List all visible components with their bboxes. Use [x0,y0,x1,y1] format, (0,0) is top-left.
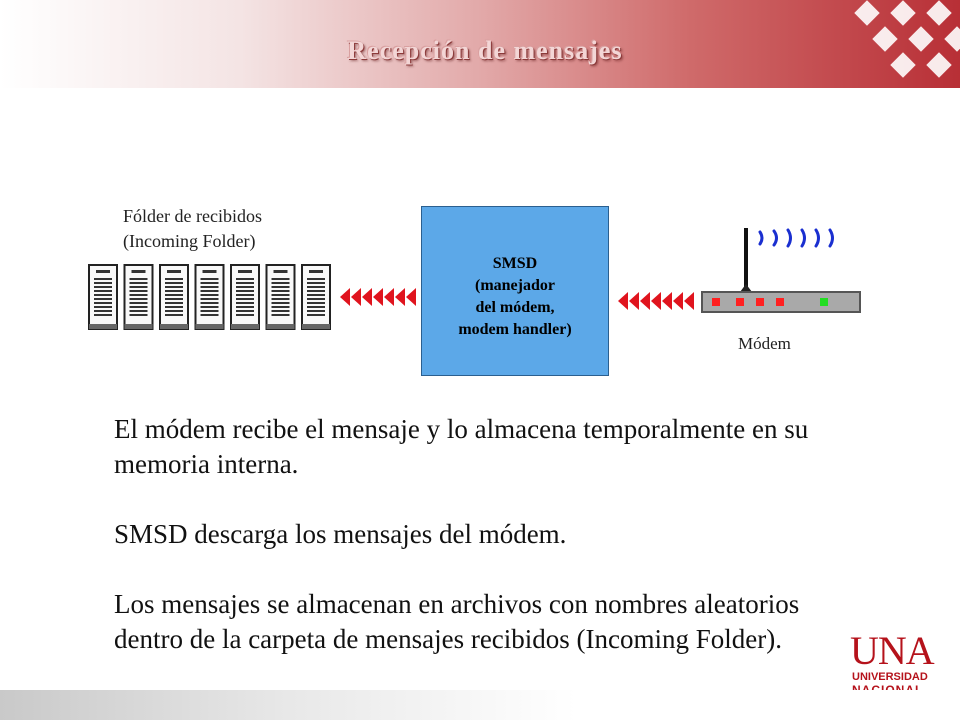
svg-text:UNA: UNA [850,628,934,673]
server-icon [196,265,224,329]
server-icon [125,265,153,329]
paragraph-modem-receives: El módem recibe el mensaje y lo almacena temporalmente en su memoria interna. [114,414,809,479]
incoming-folder-label: Fólder de recibidos (Incoming Folder) [123,206,262,251]
modem-led [712,298,720,306]
modem-led [736,298,744,306]
paragraph-smsd-downloads: SMSD descarga los mensajes del módem. [114,519,567,549]
server-icon [160,265,188,329]
modem-led [756,298,764,306]
modem-led [776,298,784,306]
svg-text:UNIVERSIDAD: UNIVERSIDAD [852,671,928,683]
server-icon [302,265,330,329]
smsd-box [421,206,609,376]
footer-bar [0,690,960,720]
server-icon [267,265,295,329]
modem-label: Módem [738,334,791,353]
body-text [114,412,874,692]
modem-icon [700,222,865,317]
smsd-label: SMSD (manejador del módem, modem handler) [458,255,572,338]
paragraph-messages-stored: Los mensajes se almacenan en archivos con nombres aleatorios dentro de la carpeta de mensajes recibidos (Incoming Folder). [114,589,800,654]
arrow-smsd-to-folder [340,286,422,308]
incoming-folder-servers [88,264,340,332]
server-icon [89,265,117,329]
arrow-modem-to-smsd [618,290,700,312]
modem-led [820,298,828,306]
header-banner [0,0,960,88]
slide-title: Recepción de mensajes [347,36,623,65]
server-icon [231,265,259,329]
